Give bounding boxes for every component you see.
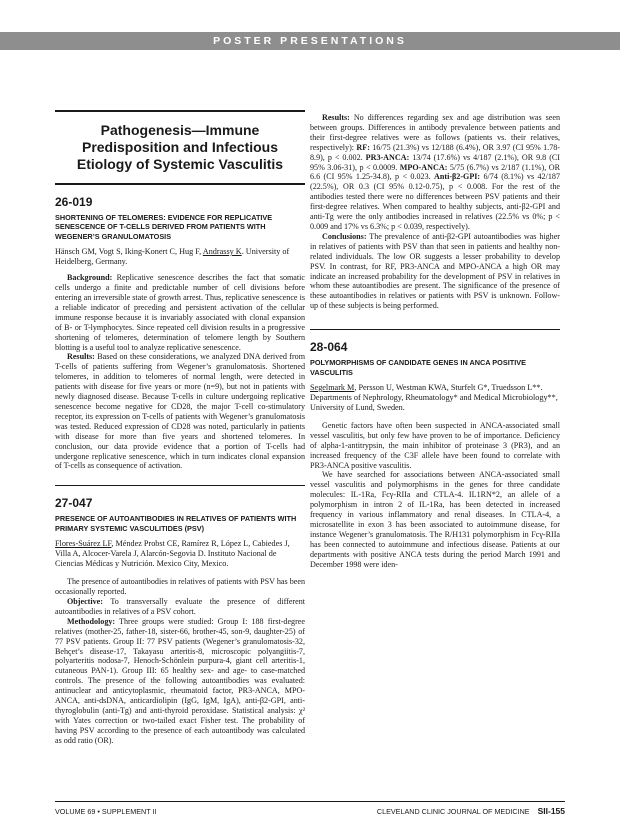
section-heading-box	[55, 110, 305, 185]
results-paragraph: Results: Based on these considerations, we analyzed DNA derived from T-cells of patients suffering from Wegener’s granulomatosis. Shortened telomeres, in addition to telomeres of normal length, were detected in patients with disease for five years or more (n=9), but not in patients with newly diagnosed disease. Because T-cells in culture undergoing replicative senescence become negative for CD28, the major T-cell co-stimulatory receptor, its expression on T-cells of patients with Wegener’s granulomatosis was tested. Reduced expression of CD28 was noted, particularly in patients with disease for more than five years and shortened telomeres. In conclusion, our data provide evidence that a portion of T-cells had undergone replicative senescence, which in turn indicates clonal expansion of T-cells as consequence of activation.	[55, 352, 305, 471]
background-paragraph: Background: Replicative senescence describes the fact that somatic cells undergo a finite and predictable number of cell divisions before entering an irreversible state of growth arrest. Thus, replicative senescence is a reliable indicator of preceding and persistent activation of the cellular immune response because it is invariably associated with clonal expansion of B- or T-lymphocytes. Since repeated cell division results in a progressive shortening of telomeres, determination of telomere length by Southern blotting is a useful tool to analyze replicative senescence.	[55, 273, 305, 352]
abstract-title-27-047: PRESENCE OF AUTOANTIBODIES IN RELATIVES OF PATIENTS WITH PRIMARY SYSTEMIC VASCULITIDES (PSV)	[55, 514, 297, 533]
body-paragraph-1: Genetic factors have often been suspected in ANCA-associated small vessel vasculitis, but only few have proven to be of importance. Deficiency of alpha-1-antitrypsin, the main inhibitor of proteinase 3 (PR3), and an increased frequency of the C3F allele have been found to correlate with PR3-ANCA positive vasculitis.	[310, 420, 560, 470]
divider	[310, 329, 560, 330]
page-number: SII-155	[537, 806, 565, 816]
results-paragraph-27-047: Results: No differences regarding sex and age distribution was seen between groups. Differences in antibody prevalence between patients and their first-degree relatives were as follows (patients vs. their relatives, respectively): RF: 16/75 (21.3%) vs 12/188 (6.4%), OR 3.97 (CI 95% 1.78-8.9), p < 0.002. PR3-ANCA: 13/74 (17.6%) vs 4/187 (2.1%), OR 9.8 (CI 95% 3.06-31), p < 0.0009. MPO-ANCA: 5/75 (6.7%) vs 2/187 (1.1%), OR 6.6 (CI 95% 1.25-34.8), p < 0.023. Anti-β2-GPI: 6/74 (8.1%) vs 42/187 (22.5%), OR 0.3 (CI 95% 0.12-0.75), p < 0.008. For the rest of the antibodies tested there were no differences between PSV patients and their first-degree relatives. When compared to healthy subjects, anti-β2-GPI and anti-Tg were the only antibodies increased in relatives (22.5% vs 0%; p < 0.009 and 17% vs 6.3%; p < 0.039, respectively).	[310, 113, 560, 231]
abstract-id-27-047: 27-047	[55, 496, 93, 511]
body-paragraph-2: We have searched for associations between ANCA-associated small vessel vasculitis and polymorphisms in the genes for three candidate molecules: IL-1Ra, Fcγ-RIIa and CTLA-4. IL1RN*2, an allele of a polymorphism in intron 2 of IL-1Ra, has been detected in increased frequency in various inflammatory and renal diseases. In CTLA-4, a microsatellite in exon 3 has been associated to autoimmune disease, for instance Wegener’s granulomatosis. The R/H131 polymorphism in Fcγ-RIIa has been connected to autoimmune and infectious disease. Patients at our departments with positive ANCA tests during the period March 1991 and December 1998 were iden-	[310, 470, 560, 569]
intro-paragraph: The presence of autoantibodies in relatives of patients with PSV has been occasionally reported.	[55, 577, 305, 597]
left-column	[55, 110, 305, 746]
authors-27-047: Flores-Suárez LF, Méndez Probst CE, Ramírez R, López L, Cabiedes J, Villa A, Alcocer-Varela J, Alarcón-Segovia D. Instituto Nacional de Ciencias Médicas y Nutrición. Mexico City, Mexico.	[55, 539, 290, 569]
abstract-title-26-019: SHORTENING OF TELOMERES: EVIDENCE FOR REPLICATIVE SENESCENCE OF T-CELLS DERIVED FROM PATIENTS WITH WEGENER’S GRANULOMATOSIS	[55, 213, 273, 241]
authors-26-019: Hänsch GM, Vogt S, Iking-Konert C, Hug F, Andrassy K. University of Heidelberg, Germany.	[55, 247, 290, 267]
journal-info	[377, 806, 565, 816]
presenting-author: Flores-Suárez LF	[55, 539, 112, 549]
presenting-author: Andrassy K	[202, 247, 242, 257]
conclusions-paragraph: Conclusions: The prevalence of anti-β2-GPI autoantibodies was higher in relatives of patients with PSV than that seen in patients and healthy non-related individuals. The low OR suggests a lesser probability to develop PSV. In contrast, for RF, PR3-ANCA and MPO-ANCA a high OR may indicate an increased probability for the development of PSV in relatives in whom these autoantibodies are present. The significance of the presence of these autoantibodies in relatives or patients with PSV is unknown. Follow-up of these subjects is being performed.	[310, 231, 560, 311]
abstract-title-28-064: POLYMORPHISMS OF CANDIDATE GENES IN ANCA POSITIVE VASCULITIS	[310, 358, 526, 377]
volume-label: VOLUME 69 • SUPPLEMENT II	[55, 806, 157, 816]
page-footer	[55, 801, 565, 816]
objective-paragraph: Objective: To transversally evaluate the presence of different autoantibodies in relatives of a PSV cohort.	[55, 596, 305, 616]
methodology-paragraph: Methodology: Three groups were studied: Group I: 188 first-degree relatives (mother-25, father-18, sister-66, brother-45, son-9, daughter-25) of 77 PSV patients. Group II: 77 PSV patients (Wegener’s granulomatosis-32, Behçet’s disease-17, Takayasu arteritis-8, microscopic polyangiitis-7, polyarteritis nodosa-7, Henoch-Schönlein purpura-4, giant cell arteritis-1, cutaneous PAN-1). Group III: 65 healthy sex- and age- to case-matched controls. The presence of the following autoantibodies was evaluated: antinuclear and anticytoplasmic, rheumatoid factor, PR3-ANCA, MPO-ANCA, anti-dsDNA, anticardiolipin (IgG, IgM, IgA), anti-β2-GPI, anti-thyroglobulin (anti-Tg) and anti-thyroid peroxidase. Statistical analysis: χ² with Yates correction or two-tailed exact Fisher test. The probability of having PSV according to the presence of each autoantibody was calculated as odd ratio (OR).	[55, 616, 305, 745]
divider	[55, 485, 305, 486]
section-title: Pathogenesis—Immune Predisposition and Infectious Etiology of Systemic Vasculitis	[76, 122, 284, 172]
authors-28-064: Segelmark M, Persson U, Westman KWA, Sturfelt G*, Truedsson L**. Departments of Nephrology, Rheumatology* and Medical Microbiology**, University of Lund, Sweden.	[310, 382, 558, 412]
right-column	[310, 113, 560, 570]
section-banner: POSTER PRESENTATIONS	[0, 32, 620, 50]
presenting-author: Segelmark M	[310, 382, 355, 392]
abstract-id-26-019: 26-019	[55, 195, 93, 209]
journal-name: CLEVELAND CLINIC JOURNAL OF MEDICINE	[376, 807, 530, 816]
abstract-id-28-064: 28-064	[310, 340, 348, 355]
